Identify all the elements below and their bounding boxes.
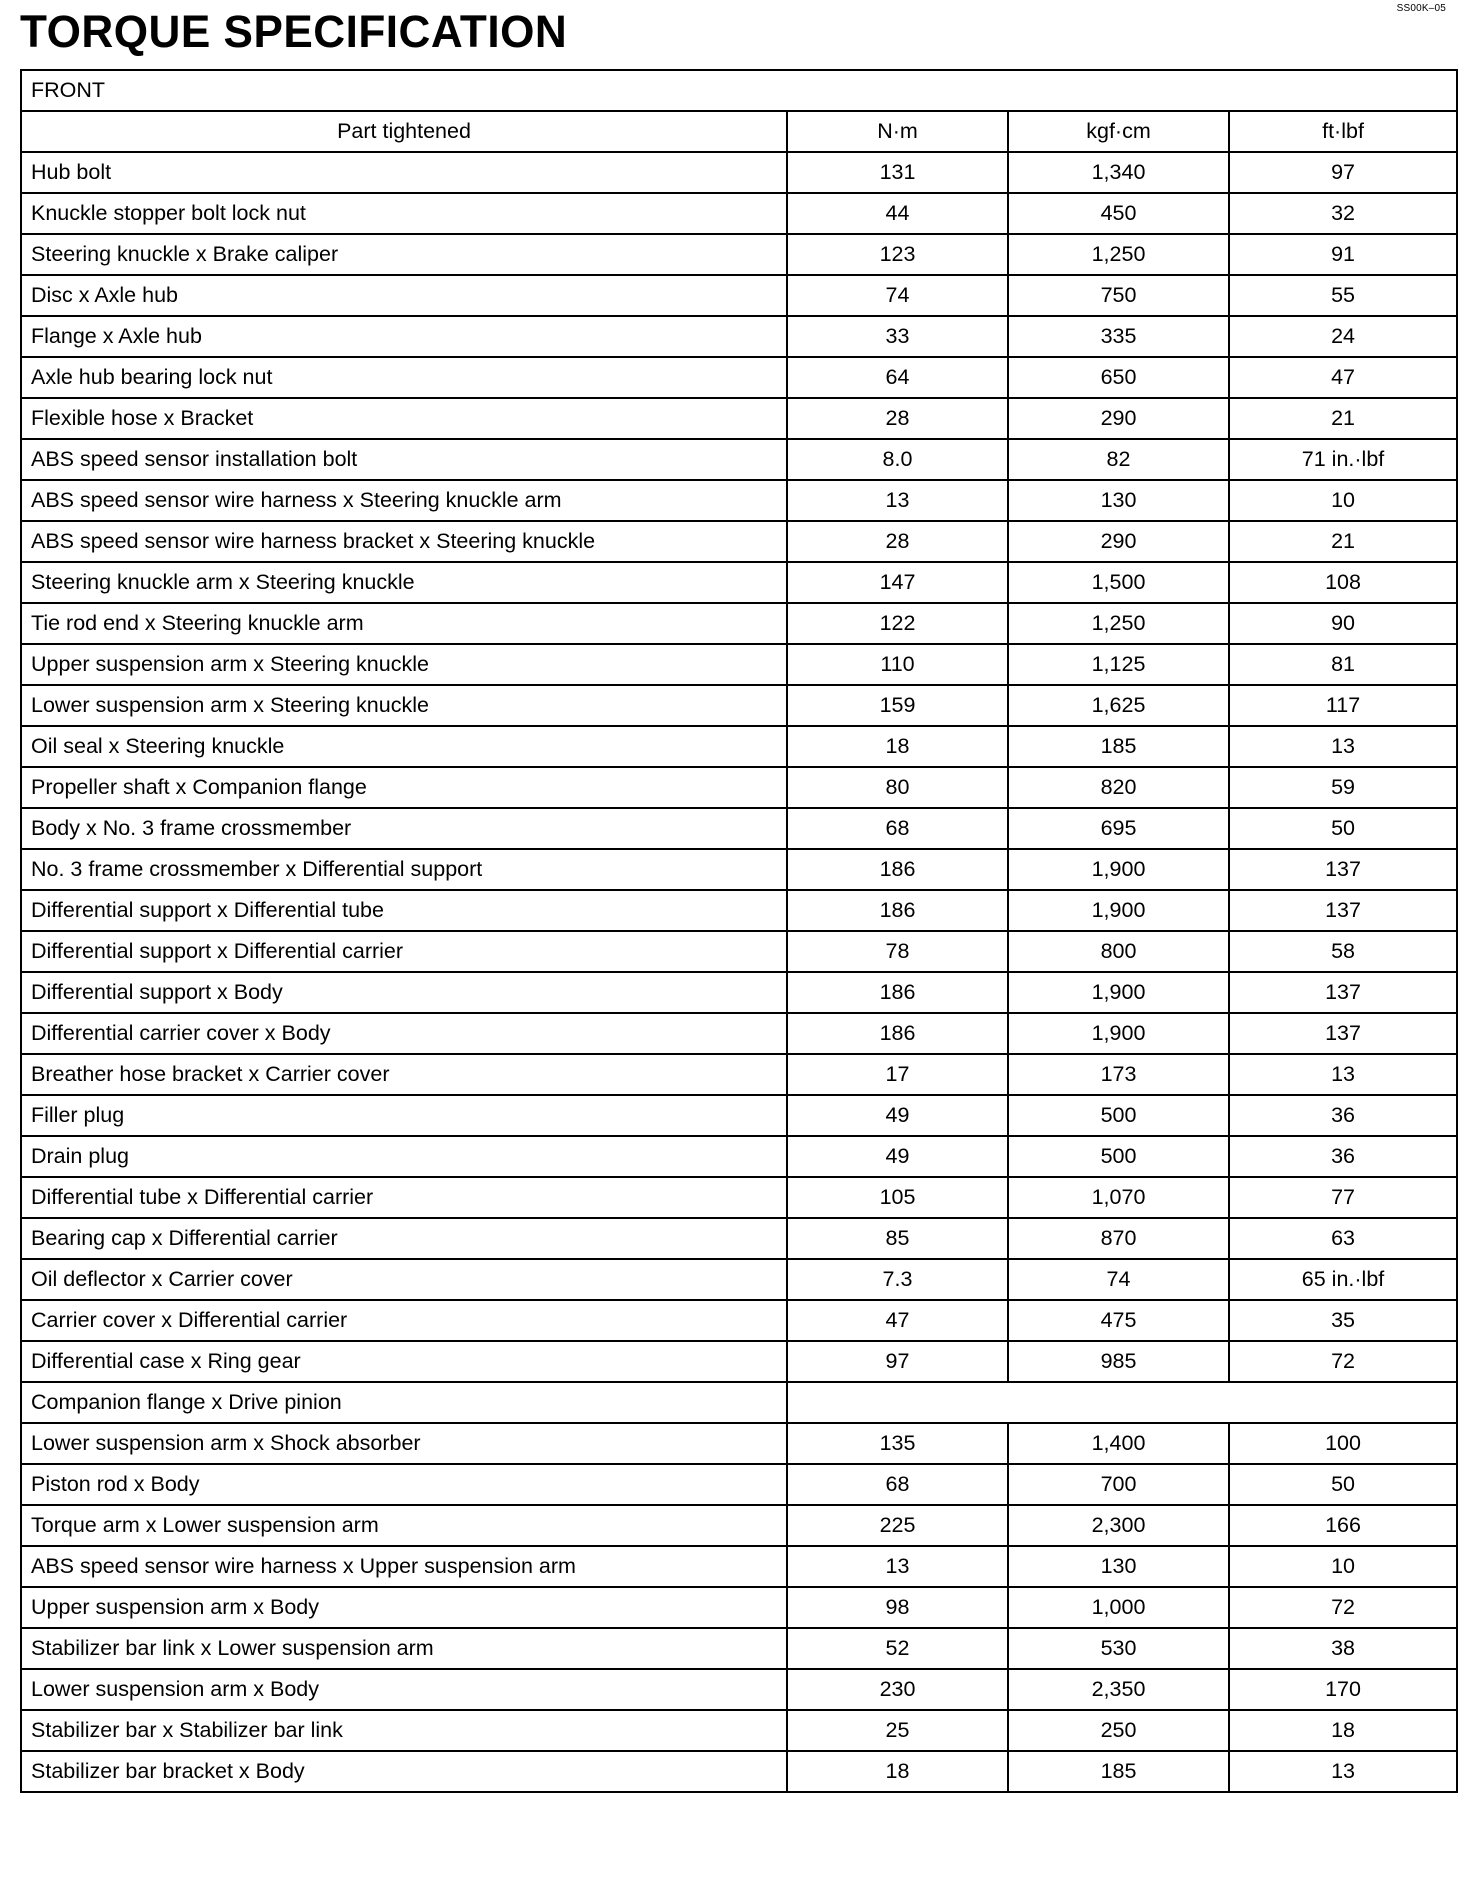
nm-value-cell: 49 — [787, 1136, 1008, 1177]
part-name-cell: Flange x Axle hub — [21, 316, 787, 357]
table-row — [21, 1710, 1457, 1751]
table-row — [21, 1259, 1457, 1300]
ft-lbf-value-cell: 137 — [1229, 849, 1457, 890]
nm-value-cell: 123 — [787, 234, 1008, 275]
header-part-tightened: Part tightened — [21, 111, 787, 152]
table-row — [21, 1136, 1457, 1177]
document-code: SS00K–05 — [1396, 3, 1446, 14]
ft-lbf-value-cell: 71 in.·lbf — [1229, 439, 1457, 480]
kgf-cm-value-cell: 1,250 — [1008, 234, 1229, 275]
part-name-cell: ABS speed sensor wire harness x Steering knuckle arm — [21, 480, 787, 521]
nm-value-cell: 13 — [787, 480, 1008, 521]
kgf-cm-value-cell: 500 — [1008, 1136, 1229, 1177]
kgf-cm-value-cell: 74 — [1008, 1259, 1229, 1300]
table-row — [21, 316, 1457, 357]
kgf-cm-value-cell: 335 — [1008, 316, 1229, 357]
kgf-cm-value-cell: 130 — [1008, 1546, 1229, 1587]
kgf-cm-value-cell: 185 — [1008, 726, 1229, 767]
kgf-cm-value-cell: 1,070 — [1008, 1177, 1229, 1218]
nm-value-cell: 225 — [787, 1505, 1008, 1546]
table-row — [21, 890, 1457, 931]
table-row — [21, 931, 1457, 972]
ft-lbf-value-cell: 77 — [1229, 1177, 1457, 1218]
ft-lbf-value-cell: 117 — [1229, 685, 1457, 726]
table-row — [21, 439, 1457, 480]
kgf-cm-value-cell: 290 — [1008, 521, 1229, 562]
nm-value-cell: 80 — [787, 767, 1008, 808]
ft-lbf-value-cell: 36 — [1229, 1136, 1457, 1177]
table-row — [21, 480, 1457, 521]
merged-value-cell — [787, 1382, 1457, 1423]
part-name-cell: Companion flange x Drive pinion — [21, 1382, 787, 1423]
part-name-cell: Differential support x Differential carrier — [21, 931, 787, 972]
table-row — [21, 603, 1457, 644]
nm-value-cell: 28 — [787, 398, 1008, 439]
ft-lbf-value-cell: 72 — [1229, 1587, 1457, 1628]
nm-value-cell: 49 — [787, 1095, 1008, 1136]
kgf-cm-value-cell: 650 — [1008, 357, 1229, 398]
table-row — [21, 1054, 1457, 1095]
table-row — [21, 398, 1457, 439]
ft-lbf-value-cell: 18 — [1229, 1710, 1457, 1751]
nm-value-cell: 78 — [787, 931, 1008, 972]
table-row — [21, 152, 1457, 193]
ft-lbf-value-cell: 24 — [1229, 316, 1457, 357]
table-row — [21, 685, 1457, 726]
table-row — [21, 1218, 1457, 1259]
ft-lbf-value-cell: 10 — [1229, 1546, 1457, 1587]
part-name-cell: Differential tube x Differential carrier — [21, 1177, 787, 1218]
nm-value-cell: 85 — [787, 1218, 1008, 1259]
nm-value-cell: 68 — [787, 1464, 1008, 1505]
ft-lbf-value-cell: 50 — [1229, 808, 1457, 849]
part-name-cell: Tie rod end x Steering knuckle arm — [21, 603, 787, 644]
table-row — [21, 1013, 1457, 1054]
nm-value-cell: 122 — [787, 603, 1008, 644]
part-name-cell: Steering knuckle arm x Steering knuckle — [21, 562, 787, 603]
table-row — [21, 1628, 1457, 1669]
kgf-cm-value-cell: 870 — [1008, 1218, 1229, 1259]
ft-lbf-value-cell: 50 — [1229, 1464, 1457, 1505]
nm-value-cell: 186 — [787, 1013, 1008, 1054]
ft-lbf-value-cell: 170 — [1229, 1669, 1457, 1710]
section-row — [21, 70, 1457, 111]
nm-value-cell: 52 — [787, 1628, 1008, 1669]
nm-value-cell: 186 — [787, 890, 1008, 931]
part-name-cell: Stabilizer bar bracket x Body — [21, 1751, 787, 1792]
part-name-cell: Piston rod x Body — [21, 1464, 787, 1505]
part-name-cell: Body x No. 3 frame crossmember — [21, 808, 787, 849]
ft-lbf-value-cell: 36 — [1229, 1095, 1457, 1136]
kgf-cm-value-cell: 2,300 — [1008, 1505, 1229, 1546]
part-name-cell: Upper suspension arm x Steering knuckle — [21, 644, 787, 685]
ft-lbf-value-cell: 13 — [1229, 726, 1457, 767]
part-name-cell: Axle hub bearing lock nut — [21, 357, 787, 398]
part-name-cell: Differential support x Body — [21, 972, 787, 1013]
nm-value-cell: 97 — [787, 1341, 1008, 1382]
table-row — [21, 521, 1457, 562]
nm-value-cell: 230 — [787, 1669, 1008, 1710]
nm-value-cell: 64 — [787, 357, 1008, 398]
part-name-cell: Lower suspension arm x Shock absorber — [21, 1423, 787, 1464]
kgf-cm-value-cell: 1,625 — [1008, 685, 1229, 726]
ft-lbf-value-cell: 21 — [1229, 398, 1457, 439]
table-row — [21, 726, 1457, 767]
table-row — [21, 234, 1457, 275]
table-row — [21, 562, 1457, 603]
part-name-cell: Lower suspension arm x Body — [21, 1669, 787, 1710]
header-row — [21, 111, 1457, 152]
header-ft-lbf: ft·lbf — [1229, 111, 1457, 152]
kgf-cm-value-cell: 173 — [1008, 1054, 1229, 1095]
nm-value-cell: 131 — [787, 152, 1008, 193]
ft-lbf-value-cell: 100 — [1229, 1423, 1457, 1464]
kgf-cm-value-cell: 1,250 — [1008, 603, 1229, 644]
kgf-cm-value-cell: 450 — [1008, 193, 1229, 234]
part-name-cell: Differential support x Differential tube — [21, 890, 787, 931]
part-name-cell: ABS speed sensor wire harness bracket x Steering knuckle — [21, 521, 787, 562]
kgf-cm-value-cell: 820 — [1008, 767, 1229, 808]
part-name-cell: Oil seal x Steering knuckle — [21, 726, 787, 767]
ft-lbf-value-cell: 63 — [1229, 1218, 1457, 1259]
kgf-cm-value-cell: 1,900 — [1008, 1013, 1229, 1054]
table-row — [21, 849, 1457, 890]
nm-value-cell: 74 — [787, 275, 1008, 316]
nm-value-cell: 186 — [787, 849, 1008, 890]
table-row — [21, 644, 1457, 685]
nm-value-cell: 18 — [787, 726, 1008, 767]
kgf-cm-value-cell: 700 — [1008, 1464, 1229, 1505]
nm-value-cell: 105 — [787, 1177, 1008, 1218]
kgf-cm-value-cell: 250 — [1008, 1710, 1229, 1751]
ft-lbf-value-cell: 108 — [1229, 562, 1457, 603]
part-name-cell: Filler plug — [21, 1095, 787, 1136]
table-row — [21, 1382, 1457, 1423]
part-name-cell: Torque arm x Lower suspension arm — [21, 1505, 787, 1546]
part-name-cell: Lower suspension arm x Steering knuckle — [21, 685, 787, 726]
ft-lbf-value-cell: 55 — [1229, 275, 1457, 316]
table-row — [21, 1300, 1457, 1341]
kgf-cm-value-cell: 800 — [1008, 931, 1229, 972]
header-nm: N·m — [787, 111, 1008, 152]
ft-lbf-value-cell: 58 — [1229, 931, 1457, 972]
table-row — [21, 275, 1457, 316]
kgf-cm-value-cell: 185 — [1008, 1751, 1229, 1792]
part-name-cell: No. 3 frame crossmember x Differential support — [21, 849, 787, 890]
kgf-cm-value-cell: 1,900 — [1008, 849, 1229, 890]
ft-lbf-value-cell: 72 — [1229, 1341, 1457, 1382]
part-name-cell: Bearing cap x Differential carrier — [21, 1218, 787, 1259]
kgf-cm-value-cell: 500 — [1008, 1095, 1229, 1136]
part-name-cell: Differential case x Ring gear — [21, 1341, 787, 1382]
table-row — [21, 1464, 1457, 1505]
part-name-cell: Differential carrier cover x Body — [21, 1013, 787, 1054]
ft-lbf-value-cell: 35 — [1229, 1300, 1457, 1341]
ft-lbf-value-cell: 13 — [1229, 1751, 1457, 1792]
torque-spec-table — [20, 69, 1458, 1793]
nm-value-cell: 186 — [787, 972, 1008, 1013]
nm-value-cell: 147 — [787, 562, 1008, 603]
part-name-cell: Knuckle stopper bolt lock nut — [21, 193, 787, 234]
kgf-cm-value-cell: 1,125 — [1008, 644, 1229, 685]
kgf-cm-value-cell: 1,900 — [1008, 890, 1229, 931]
part-name-cell: Disc x Axle hub — [21, 275, 787, 316]
part-name-cell: Carrier cover x Differential carrier — [21, 1300, 787, 1341]
table-row — [21, 1751, 1457, 1792]
ft-lbf-value-cell: 47 — [1229, 357, 1457, 398]
kgf-cm-value-cell: 1,500 — [1008, 562, 1229, 603]
part-name-cell: ABS speed sensor wire harness x Upper suspension arm — [21, 1546, 787, 1587]
nm-value-cell: 98 — [787, 1587, 1008, 1628]
part-name-cell: ABS speed sensor installation bolt — [21, 439, 787, 480]
kgf-cm-value-cell: 130 — [1008, 480, 1229, 521]
ft-lbf-value-cell: 21 — [1229, 521, 1457, 562]
table-row — [21, 357, 1457, 398]
nm-value-cell: 7.3 — [787, 1259, 1008, 1300]
part-name-cell: Hub bolt — [21, 152, 787, 193]
nm-value-cell: 135 — [787, 1423, 1008, 1464]
kgf-cm-value-cell: 1,400 — [1008, 1423, 1229, 1464]
part-name-cell: Flexible hose x Bracket — [21, 398, 787, 439]
part-name-cell: Propeller shaft x Companion flange — [21, 767, 787, 808]
nm-value-cell: 8.0 — [787, 439, 1008, 480]
table-row — [21, 1505, 1457, 1546]
kgf-cm-value-cell: 695 — [1008, 808, 1229, 849]
nm-value-cell: 159 — [787, 685, 1008, 726]
nm-value-cell: 28 — [787, 521, 1008, 562]
nm-value-cell: 33 — [787, 316, 1008, 357]
ft-lbf-value-cell: 137 — [1229, 890, 1457, 931]
nm-value-cell: 68 — [787, 808, 1008, 849]
table-row — [21, 1341, 1457, 1382]
ft-lbf-value-cell: 65 in.·lbf — [1229, 1259, 1457, 1300]
nm-value-cell: 13 — [787, 1546, 1008, 1587]
table-row — [21, 1587, 1457, 1628]
kgf-cm-value-cell: 1,900 — [1008, 972, 1229, 1013]
kgf-cm-value-cell: 750 — [1008, 275, 1229, 316]
kgf-cm-value-cell: 985 — [1008, 1341, 1229, 1382]
ft-lbf-value-cell: 137 — [1229, 1013, 1457, 1054]
part-name-cell: Steering knuckle x Brake caliper — [21, 234, 787, 275]
part-name-cell: Stabilizer bar x Stabilizer bar link — [21, 1710, 787, 1751]
kgf-cm-value-cell: 1,340 — [1008, 152, 1229, 193]
table-row — [21, 767, 1457, 808]
ft-lbf-value-cell: 32 — [1229, 193, 1457, 234]
ft-lbf-value-cell: 59 — [1229, 767, 1457, 808]
kgf-cm-value-cell: 2,350 — [1008, 1669, 1229, 1710]
ft-lbf-value-cell: 97 — [1229, 152, 1457, 193]
table-body — [21, 152, 1457, 1792]
nm-value-cell: 44 — [787, 193, 1008, 234]
table-row — [21, 808, 1457, 849]
page-title: TORQUE SPECIFICATION — [20, 6, 568, 57]
kgf-cm-value-cell: 475 — [1008, 1300, 1229, 1341]
section-label: FRONT — [21, 70, 1457, 111]
kgf-cm-value-cell: 290 — [1008, 398, 1229, 439]
nm-value-cell: 25 — [787, 1710, 1008, 1751]
ft-lbf-value-cell: 137 — [1229, 972, 1457, 1013]
table-row — [21, 1095, 1457, 1136]
part-name-cell: Stabilizer bar link x Lower suspension arm — [21, 1628, 787, 1669]
part-name-cell: Drain plug — [21, 1136, 787, 1177]
table-row — [21, 193, 1457, 234]
kgf-cm-value-cell: 530 — [1008, 1628, 1229, 1669]
kgf-cm-value-cell: 82 — [1008, 439, 1229, 480]
ft-lbf-value-cell: 38 — [1229, 1628, 1457, 1669]
ft-lbf-value-cell: 90 — [1229, 603, 1457, 644]
part-name-cell: Breather hose bracket x Carrier cover — [21, 1054, 787, 1095]
nm-value-cell: 18 — [787, 1751, 1008, 1792]
ft-lbf-value-cell: 91 — [1229, 234, 1457, 275]
kgf-cm-value-cell: 1,000 — [1008, 1587, 1229, 1628]
table-row — [21, 1177, 1457, 1218]
nm-value-cell: 17 — [787, 1054, 1008, 1095]
header-kgf-cm: kgf·cm — [1008, 111, 1229, 152]
table-row — [21, 1423, 1457, 1464]
ft-lbf-value-cell: 166 — [1229, 1505, 1457, 1546]
part-name-cell: Oil deflector x Carrier cover — [21, 1259, 787, 1300]
table-row — [21, 1669, 1457, 1710]
ft-lbf-value-cell: 81 — [1229, 644, 1457, 685]
table-row — [21, 1546, 1457, 1587]
ft-lbf-value-cell: 10 — [1229, 480, 1457, 521]
part-name-cell: Upper suspension arm x Body — [21, 1587, 787, 1628]
ft-lbf-value-cell: 13 — [1229, 1054, 1457, 1095]
nm-value-cell: 47 — [787, 1300, 1008, 1341]
nm-value-cell: 110 — [787, 644, 1008, 685]
table-row — [21, 972, 1457, 1013]
